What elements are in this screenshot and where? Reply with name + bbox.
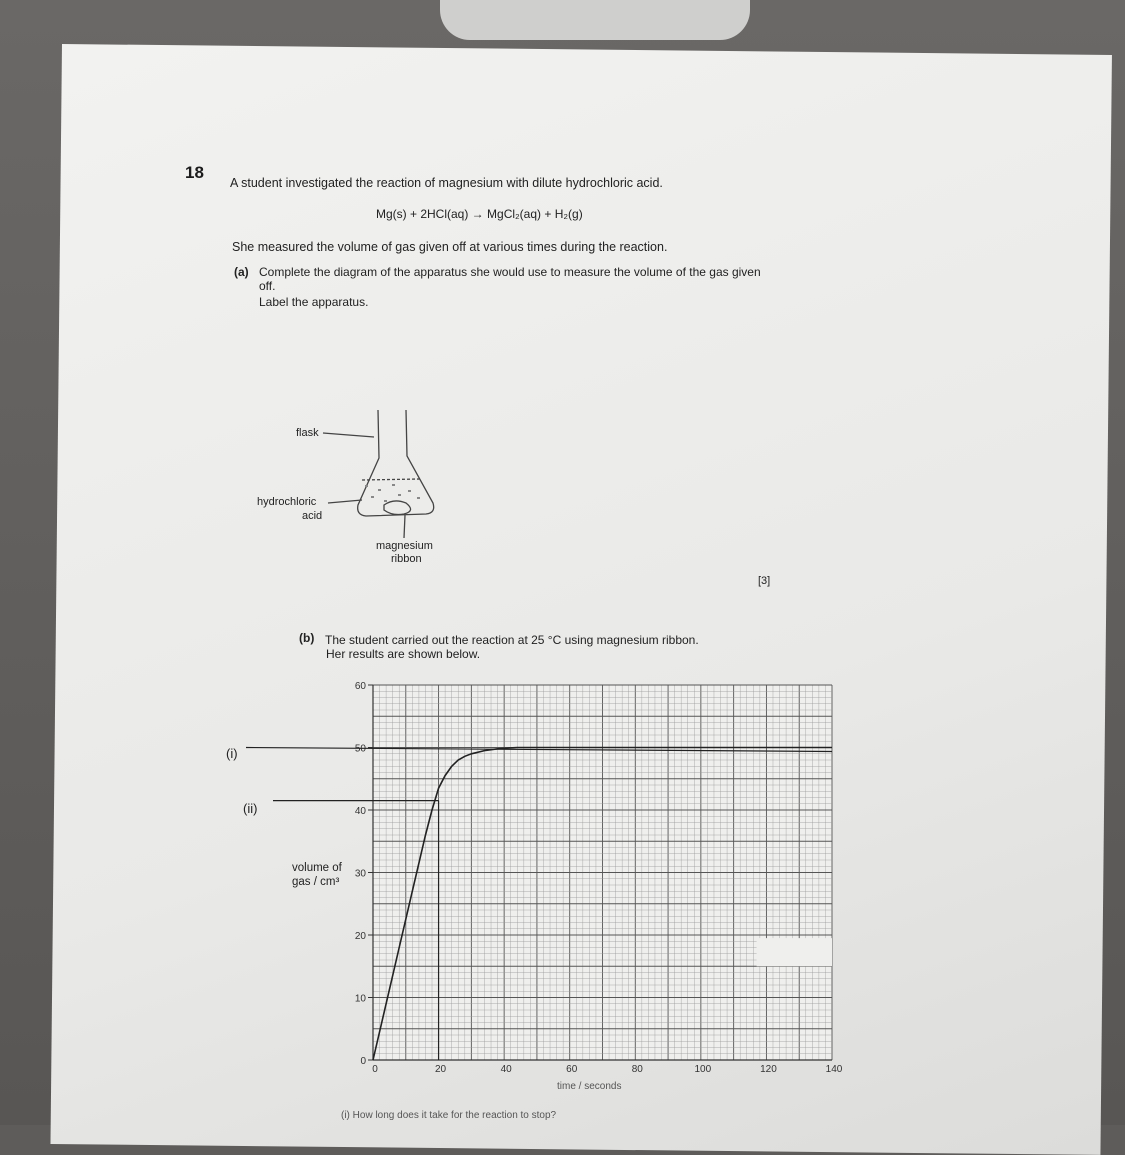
part-a-label: (a) (234, 265, 249, 279)
y-tick-label: 50 (354, 743, 366, 755)
x-tick-label: 140 (825, 1064, 843, 1075)
question-measure: She measured the volume of gas given off at various times during the reaction. (232, 240, 668, 254)
part-b-label: (b) (299, 631, 315, 645)
y-axis-label-2: gas / cm³ (292, 876, 340, 888)
x-tick-label: 120 (760, 1064, 777, 1075)
handwritten-label-ii: (ii) (243, 801, 258, 816)
x-axis-label: time / seconds (557, 1081, 622, 1092)
chemical-equation: Mg(s) + 2HCl(aq) → MgCl₂(aq) + H₂(g) (376, 207, 583, 221)
acid-label-2: acid (302, 510, 323, 522)
y-tick-label: 40 (354, 806, 366, 817)
chart-blank-region (757, 938, 832, 966)
y-tick-label: 60 (354, 681, 366, 692)
magnesium-label-1: magnesium (376, 540, 433, 552)
question-number: 18 (185, 163, 204, 182)
magnesium-label-2: ribbon (391, 553, 422, 565)
y-tick-label: 10 (354, 993, 366, 1005)
y-tick-label: 30 (354, 868, 366, 880)
x-tick-label: 20 (435, 1064, 447, 1075)
part-a-marks: [3] (758, 575, 771, 587)
question-intro: A student investigated the reaction of magnesium with dilute hydrochloric acid. (230, 176, 663, 190)
part-a-line3: Label the apparatus. (259, 295, 369, 309)
sub-question-i: (i) How long does it take for the reaction to stop? (341, 1110, 557, 1121)
x-tick-label: 0 (372, 1064, 378, 1075)
x-tick-label: 100 (694, 1064, 712, 1075)
part-b-line1: The student carried out the reaction at 25 °C using magnesium ribbon. (325, 633, 699, 647)
part-a-line2: off. (259, 279, 276, 293)
flask-label: flask (296, 427, 319, 439)
handwritten-label-i: (i) (226, 746, 238, 761)
x-tick-label: 60 (566, 1064, 578, 1075)
y-axis-label-1: volume of (292, 862, 342, 874)
x-tick-label: 40 (500, 1064, 512, 1075)
y-tick-label: 0 (360, 1056, 366, 1067)
x-tick-label: 80 (631, 1064, 643, 1075)
part-b-line2: Her results are shown below. (326, 647, 481, 661)
part-a-line1: Complete the diagram of the apparatus she would use to measure the volume of the gas given (259, 265, 761, 279)
acid-label-1: hydrochloric (257, 496, 317, 508)
y-tick-label: 20 (354, 931, 366, 942)
